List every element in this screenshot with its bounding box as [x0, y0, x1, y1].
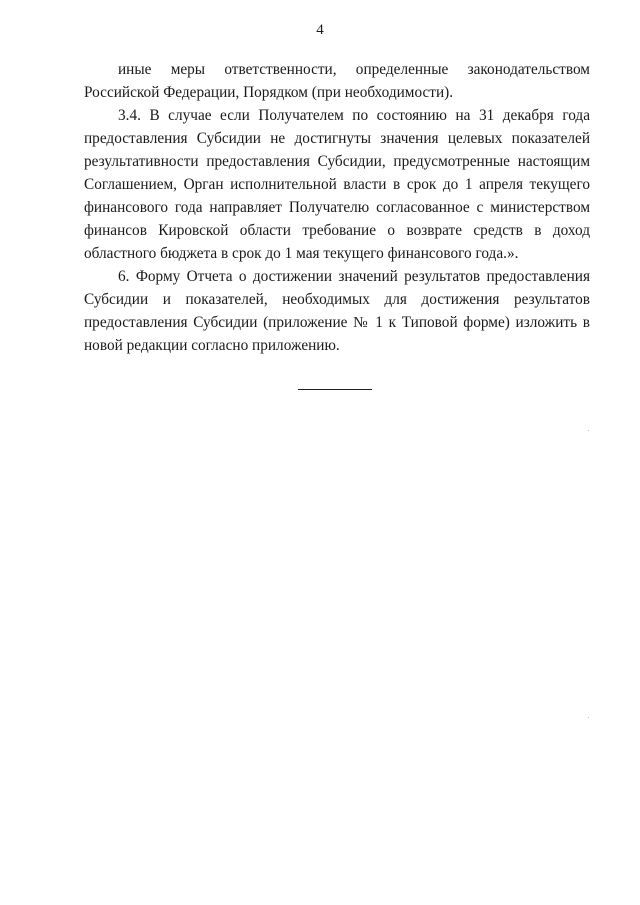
paragraph-6: 6. Форму Отчета о достижении значений результатов предоставления Субсидии и показателей, необходимых для достижения результатов предоставления Субсидии (приложение № 1 к Типовой форме) изложить в новой редакции согласно приложению. — [84, 268, 590, 354]
paragraph-3-4: 3.4. В случае если Получателем по состоянию на 31 декабря года предоставления Субсидии не достигнуты значения целевых показателей результативности предоставления Субсидии, предусмотренные настоящим Соглашением, Орган исполнительной власти в срок до 1 апреля текущего финансового года направляет Получателю согласованное с министерством финансов Кировской области требование о возврате средств в доход областного бюджета в срок до 1 мая текущего финансового года.». — [84, 107, 590, 262]
document-body — [84, 58, 590, 357]
page-number: 4 — [316, 22, 324, 38]
end-divider-line — [298, 389, 372, 390]
scan-speck — [588, 717, 589, 718]
paragraph-continuation: иные меры ответственности, определенные законодательством Российской Федерации, Порядком (при необходимости). — [84, 61, 590, 101]
scan-speck — [588, 430, 589, 431]
